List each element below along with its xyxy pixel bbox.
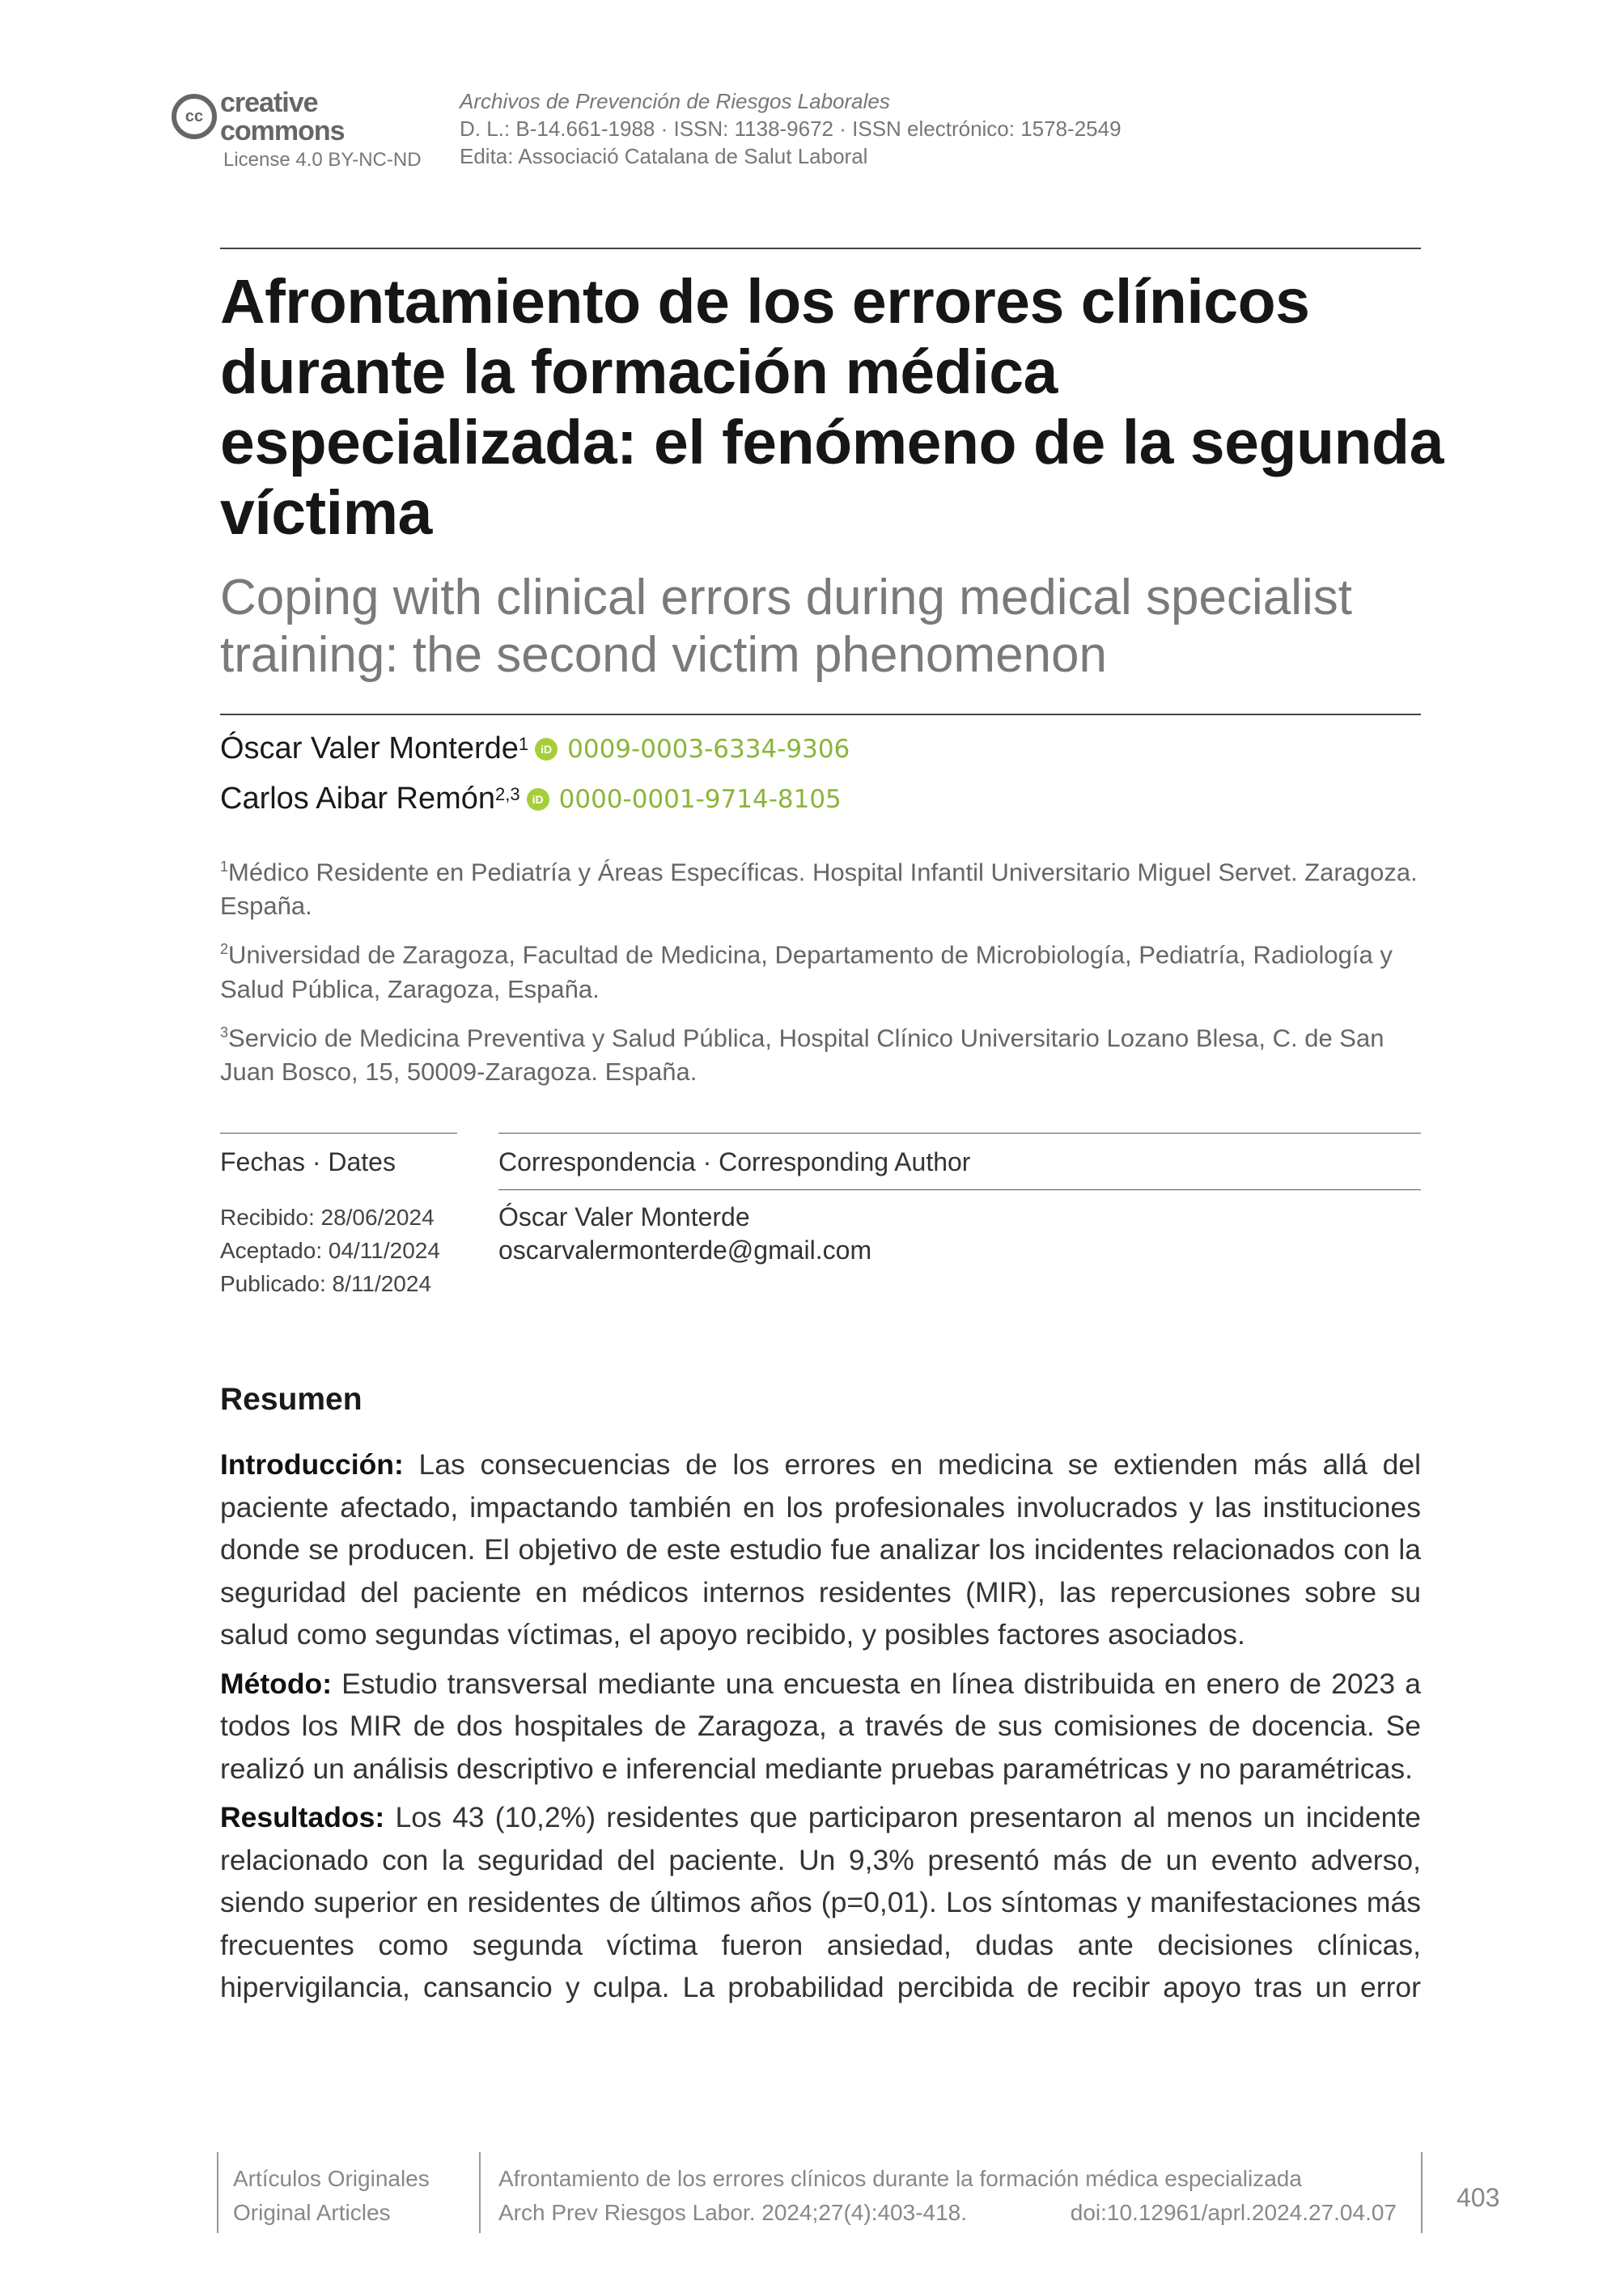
- corresponding-email[interactable]: oscarvalermonterde@gmail.com: [498, 1236, 872, 1265]
- affiliation-text: Servicio de Medicina Preventiva y Salud Pública, Hospital Clínico Universitario Lozano Blesa, C. de San Juan Bosco, 15, 50009-Zaragoza. España.: [220, 1023, 1384, 1086]
- logo-word-commons: commons: [220, 116, 345, 146]
- affiliation: [220, 932, 1421, 1006]
- divider: [498, 1133, 1421, 1134]
- journal-name: Archivos de Prevención de Riesgos Laborales: [460, 89, 890, 113]
- section-label: Método:: [220, 1667, 333, 1700]
- running-title: Afrontamiento de los errores clínicos durante la formación médica especializada: [498, 2166, 1302, 2191]
- cc-icon: cc: [172, 94, 217, 139]
- date-published: Publicado: 8/11/2024: [220, 1271, 432, 1296]
- affiliations: [220, 850, 1421, 1098]
- divider: [220, 1133, 457, 1134]
- author: [220, 731, 850, 766]
- abstract-section: [220, 1443, 1421, 1656]
- section-en: Original Articles: [233, 2200, 391, 2225]
- corresponding-author: Óscar Valer Monterde: [498, 1202, 750, 1231]
- orcid-icon: iD: [535, 738, 558, 761]
- publisher: Edita: Associació Catalana de Salut Laboral: [460, 144, 868, 168]
- footer-divider: [217, 2152, 218, 2233]
- journal-info: [460, 87, 1122, 170]
- author-name: Óscar Valer Monterde: [220, 731, 519, 765]
- article-subtitle: Coping with clinical errors during medical specialist training: the second victim phenomenon: [220, 570, 1353, 683]
- affiliation-text: Médico Residente en Pediatría y Áreas Específicas. Hospital Infantil Universitario Miguel Servet. Zaragoza. España.: [220, 858, 1418, 921]
- license: License 4.0 BY-NC-ND: [223, 149, 422, 171]
- footer-section: [233, 2162, 430, 2230]
- footer-divider: [479, 2152, 481, 2233]
- section-label: Resultados:: [220, 1801, 385, 1833]
- affiliation-sup: 1: [220, 858, 229, 875]
- correspondence-heading: Correspondencia · Corresponding Author: [498, 1147, 971, 1176]
- affiliation-sup: 2: [220, 941, 229, 958]
- orcid-link[interactable]: 0009-0003-6334-9306: [567, 734, 850, 764]
- orcid-link[interactable]: 0000-0001-9714-8105: [558, 784, 842, 814]
- author-name: Carlos Aibar Remón: [220, 782, 496, 816]
- section-text: Los 43 (10,2%) residentes que participaron presentaron al menos un incidente relacionado con la seguridad del paciente. Un 9,3% presentó más de un evento adverso, siendo superior en residentes de últimos años (p=0,01). Los síntomas y manifestaciones más frecuentes como segunda víctima fueron ansiedad, dudas ante decisiones clínicas, hipervigilancia, cansancio y culpa. La probabilidad percibida de recibir apoyo tras un error: [220, 1801, 1421, 2003]
- divider: [498, 1189, 1421, 1190]
- orcid-icon: iD: [527, 788, 549, 811]
- abstract-section: [220, 1663, 1421, 1791]
- doi-link[interactable]: doi:10.12961/aprl.2024.27.04.07: [1070, 2200, 1397, 2225]
- divider: [220, 248, 1421, 249]
- section-es: Artículos Originales: [233, 2166, 430, 2191]
- journal-ids: D. L.: B-14.661-1988 · ISSN: 1138-9672 · ISSN electrónico: 1578-2549: [460, 117, 1122, 141]
- dates: [220, 1201, 440, 1300]
- article-title: Afrontamiento de los errores clínicos durante la formación médica especializada: el fenómeno de la segunda víctima: [220, 267, 1444, 548]
- abstract: [220, 1443, 1421, 2015]
- page-number: 403: [1457, 2183, 1500, 2212]
- footer-citation: [498, 2162, 1397, 2230]
- author-sup: 2,3: [495, 783, 520, 804]
- divider: [220, 714, 1421, 715]
- author-sup: 1: [518, 733, 529, 754]
- creative-commons-logo: [172, 89, 398, 146]
- affiliation: [220, 850, 1421, 923]
- footer-divider: [1421, 2152, 1423, 2233]
- dates-heading: Fechas · Dates: [220, 1147, 396, 1176]
- section-text: Las consecuencias de los errores en medicina se extienden más allá del paciente afectado, impactando también en los profesionales involucrados y las instituciones donde se producen. El objetivo de este estudio fue analizar los incidentes relacionados con la seguridad del paciente en médicos internos residentes (MIR), las repercusiones sobre su salud como segundas víctimas, el apoyo recibido, y posibles factores asociados.: [220, 1448, 1421, 1651]
- affiliation: [220, 1015, 1421, 1089]
- citation: Arch Prev Riesgos Labor. 2024;27(4):403-418.: [498, 2200, 968, 2225]
- date-received: Recibido: 28/06/2024: [220, 1205, 435, 1230]
- logo-word-creative: creative: [220, 87, 318, 118]
- abstract-section: [220, 1796, 1421, 2009]
- affiliation-text: Universidad de Zaragoza, Facultad de Medicina, Departamento de Microbiología, Pediatría, Radiología y Salud Pública, Zaragoza, España.: [220, 940, 1393, 1003]
- author: [220, 782, 842, 816]
- affiliation-sup: 3: [220, 1024, 229, 1041]
- section-text: Estudio transversal mediante una encuesta en línea distribuida en enero de 2023 a todos los MIR de dos hospitales de Zaragoza, a través de sus comisiones de docencia. Se realizó un análisis descriptivo e inferencial mediante pruebas paramétricas y no paramétricas.: [220, 1667, 1422, 1785]
- correspondence: [498, 1201, 871, 1267]
- section-label: Introducción:: [220, 1448, 404, 1481]
- abstract-heading: Resumen: [220, 1382, 363, 1417]
- date-accepted: Aceptado: 04/11/2024: [220, 1238, 440, 1263]
